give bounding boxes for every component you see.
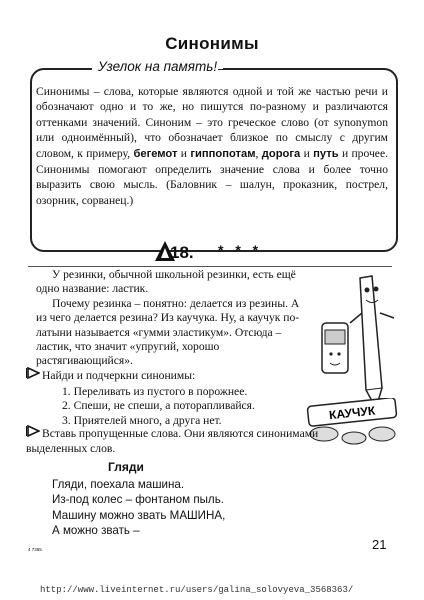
poem-title: Гляди — [108, 460, 144, 474]
task-arrow-icon — [26, 425, 42, 437]
memo-text-part: , — [255, 146, 262, 160]
story-paragraph: Почему резинка – понятно: делается из резины. А из чего делается резина? Из каучука. Ну, а каучук по-латыни называется «гумми эластикум». Отсюда – ластик, что значит «упругий, хорошо растягивающийся». — [36, 296, 300, 368]
poem-line: Машину можно звать МАШИНА, — [52, 508, 226, 522]
memo-bold-word: путь — [313, 147, 339, 160]
proverb-list — [62, 385, 255, 428]
task-find-synonyms — [26, 367, 195, 384]
task-arrow-icon — [26, 367, 42, 379]
memo-bold-word: бегемот — [133, 147, 178, 160]
page-number: 21 — [372, 537, 387, 552]
memo-bold-word: дорога — [261, 147, 301, 160]
task-insert-words — [26, 425, 326, 456]
exercise-stars: * * * — [218, 242, 263, 258]
story-text — [36, 268, 306, 369]
task-text: Найди и подчеркни синонимы: — [42, 369, 196, 382]
poem-line: А можно звать – — [52, 523, 140, 537]
memo-heading-line-left — [60, 69, 92, 70]
list-item: 2. Спеши, не спеши, а поторапливайся. — [62, 399, 255, 413]
memo-heading: Узелок на память! — [92, 59, 223, 74]
exercise-divider — [28, 266, 392, 267]
page-title: Синонимы — [165, 34, 259, 53]
source-url[interactable]: http://www.liveinternet.ru/users/galina_solovyeva_3568363/ — [40, 585, 354, 595]
exercise-number: 18. — [170, 243, 194, 262]
poem-line: Гляди, поехала машина. — [52, 478, 185, 491]
memo-heading-line-right — [218, 69, 228, 70]
memo-bold-word: гиппопотам — [190, 147, 256, 160]
memo-text-part: и — [177, 146, 191, 160]
list-item: 1. Переливать из пустого в порожнее. — [62, 385, 248, 398]
memo-text — [36, 84, 388, 208]
memo-text-part: и — [300, 146, 314, 160]
list-item: 3. Приятелей много, а друга нет. — [62, 413, 222, 427]
art-label: КАУЧУК — [328, 403, 376, 423]
poem — [52, 477, 225, 538]
eraser-pencil-illustration — [300, 268, 400, 418]
task-text: Вставь пропущенные слова. Они являются синонимами выделенных слов. — [26, 427, 319, 455]
memo-text-part: и прочее. Синонимы помогают определить значение слова и более точно выразить свою мысль. (Баловник – шалун, проказник, пострел, озорник, сорванец.) — [36, 146, 388, 207]
memo-text-part: Синонимы – слова, которые являются одной и той же частью речи и обозначают одно и то же, но пишутся по-разному и различаются оттенками значений. Синоним – это греческое слово (от synonymon или одноимённый), что обозначает близкое по смыслу с другим словом, к примеру, — [36, 85, 388, 160]
story-paragraph: У резинки, обычной школьной резинки, есть ещё одно название: ластик. — [36, 268, 296, 296]
poem-line: Из-под колес – фонтаном пыль. — [52, 493, 224, 507]
print-code: 4 7365 — [28, 547, 42, 552]
